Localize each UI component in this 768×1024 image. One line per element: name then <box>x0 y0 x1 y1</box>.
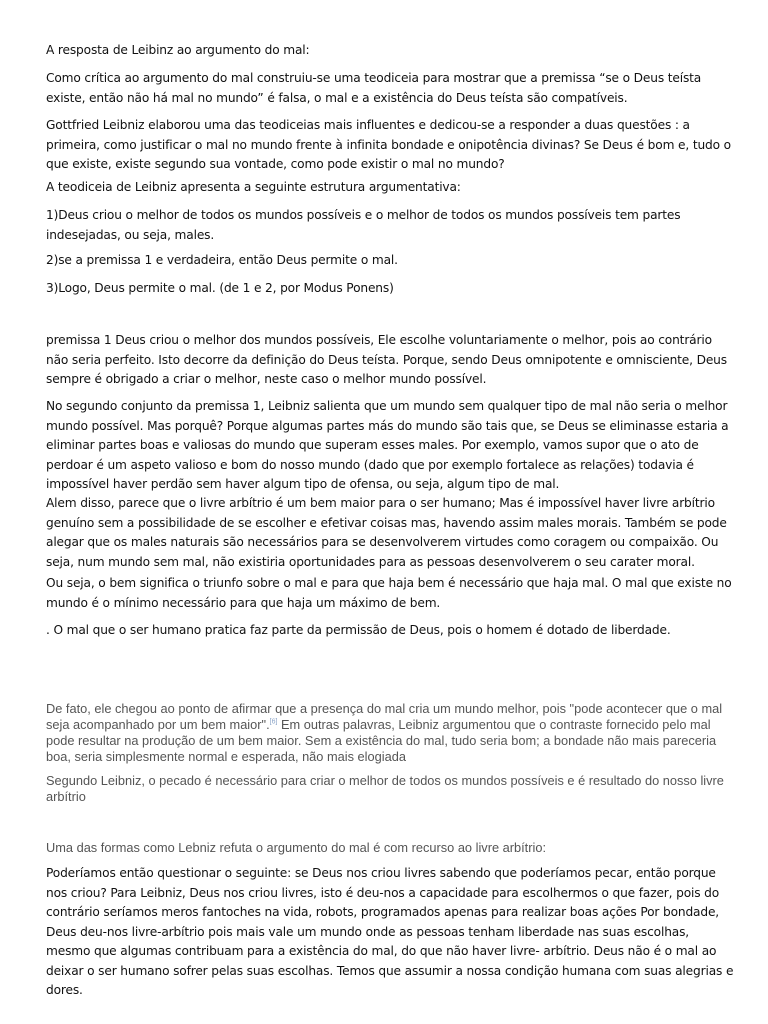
paragraph-human-evil: . O mal que o ser humano pratica faz parte da permissão de Deus, pois o homem é dotado de liberdade. <box>46 623 671 637</box>
paragraph-good-triumph: Ou seja, o bem significa o triunfo sobre o mal e para que haja bem é necessário que haja mal. O mal que existe no mundo é o mínimo necessário para que haja um máximo de bem. <box>46 576 732 610</box>
quote-continuation: Em outras palavras, Leibniz argumentou que o contraste fornecido pelo mal pode resultar na produção de um bem maior. Sem a existência do mal, tudo seria bom; a bondade não mais pareceria boa, seria simplesmente normal e esperada, não mais elogiada <box>46 717 717 764</box>
heading-paragraph: A resposta de Leibinz ao argumento do mal: <box>46 43 310 57</box>
paragraph-structure-intro: A teodiceia de Leibniz apresenta a seguinte estrutura argumentativa: <box>46 180 461 194</box>
sin-paragraph: Segundo Leibniz, o pecado é necessário para criar o melhor de todos os mundos possíveis e é resultado do nosso livre arbítrio <box>46 773 724 804</box>
paragraph-conclusion: Poderíamos então questionar o seguinte: se Deus nos criou livres sabendo que poderíamos pecar, então porque nos criou? Para Leibniz, Deus nos criou livres, isto é deu-nos a capacidade para escolhermos o que fazer, pois do contrário seríamos meros fantoches na vida, robots, programados apenas para realizar boas ações Por bondade, Deus deu-nos livre-arbítrio pois mais vale um mundo onde as pessoas tenham liberdade nas suas escolhas, mesmo que algumas contribuam para a existência do mal, do que não haver livre- arbítrio. Deus não é o mal ao deixar o ser humano sofrer pelas suas escolhas. Temos que assumir a nossa condição humana com suas alegrias e dores. <box>46 866 734 997</box>
premise-2: 2)se a premissa 1 e verdadeira, então Deus permite o mal. <box>46 253 398 267</box>
paragraph-second-set: No segundo conjunto da premissa 1, Leibniz salienta que um mundo sem qualquer tipo de mal não seria o melhor mundo possível. Mas porquê? Porque algumas partes más do mundo são tais que, se Deus se eliminasse estaria a eliminar partes boas e valiosas do mundo que superam esses males. Por exemplo, vamos supor que o ato de perdoar é um aspeto valioso e bom do nosso mundo (dado que por exemplo fortalece as relações) todavia é impossível haver perdão sem haver algum tipo de ofensa, ou seja, algum tipo de mal. <box>46 399 729 491</box>
premise-1: 1)Deus criou o melhor de todos os mundos possíveis e o melhor de todos os mundos possíveis tem partes indesejadas, ou seja, males. <box>46 208 681 242</box>
premise-3: 3)Logo, Deus permite o mal. (de 1 e 2, por Modus Ponens) <box>46 281 394 295</box>
quote-paragraph <box>46 701 736 765</box>
paragraph-critique: Como crítica ao argumento do mal construiu-se uma teodiceia para mostrar que a premissa “se o Deus teísta existe, então não há mal no mundo” é falsa, o mal e a existência do Deus teísta são compatíveis. <box>46 71 702 105</box>
quote-text: De fato, ele chegou ao ponto de afirmar que a presença do mal cria um mundo melhor, pois "pode acontecer que o mal seja acompanhado por um bem maior". <box>46 701 723 732</box>
paragraph-premise-1-analysis: premissa 1 Deus criou o melhor dos mundos possíveis, Ele escolhe voluntariamente o melhor, pois ao contrário não seria perfeito. Isto decorre da definição do Deus teísta. Porque, sendo Deus omnipotente e omnisciente, Deus sempre é obrigado a criar o melhor, neste caso o melhor mundo possível. <box>46 333 727 386</box>
footnote-reference[interactable]: [6] <box>269 718 278 726</box>
paragraph-free-will: Alem disso, parece que o livre arbítrio é um bem maior para o ser humano; Mas é impossível haver livre arbítrio genuíno sem a possibilidade de se escolher e efetivar coisas mas, havendo assim males morais. Também se pode alegar que os males naturais são necessários para se desenvolverem virtudes como coragem ou compaixão. Ou seja, num mundo sem mal, não existiria oportunidades para as pessoas desenvolverem o seu carater moral. <box>46 496 727 569</box>
free-will-intro: Uma das formas como Lebniz refuta o argumento do mal é com recurso ao livre arbítrio: <box>46 840 547 855</box>
paragraph-leibniz-theodicy: Gottfried Leibniz elaborou uma das teodiceias mais influentes e dedicou-se a responder a duas questões : a primeira, como justificar o mal no mundo frente à infinita bondade e onipotência divinas? Se Deus é bom e, tudo o que existe, existe segundo sua vontade, como pode existir o mal no mundo? <box>46 118 731 171</box>
